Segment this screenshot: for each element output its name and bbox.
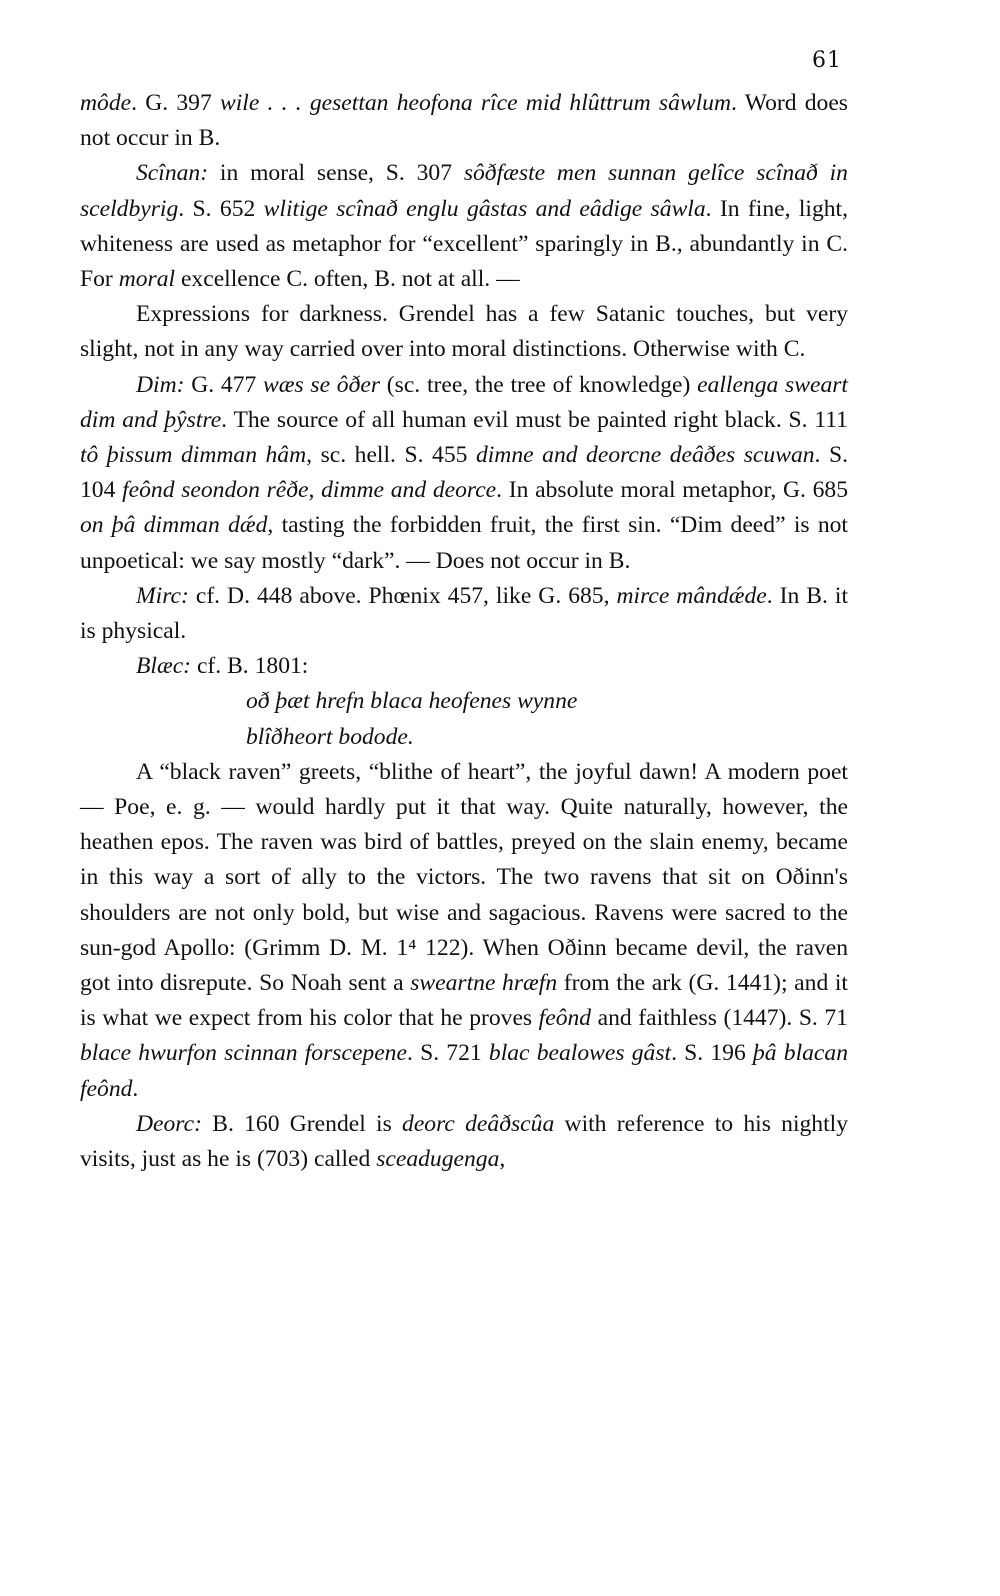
italic-citation: feônd seondon rêðe, dimme and deorce	[122, 477, 497, 504]
text-run: from the ark (G. 1441); and it is what we expect from his color that he proves	[80, 970, 848, 1032]
text-run: . S. 652	[178, 195, 264, 222]
paragraph-p3	[80, 368, 848, 579]
italic-citation: Dim:	[136, 371, 185, 398]
text-run: . S. 196	[671, 1040, 753, 1067]
paragraph-p1	[80, 156, 848, 297]
italic-citation: sceadugenga	[376, 1146, 500, 1173]
italic-citation: wæs se ôðer	[263, 371, 381, 398]
text-run: Expressions for darkness. Grendel has a few Satanic touches, but very slight, not in any way carried over into moral distinctions. Otherwise with C.	[80, 301, 848, 363]
italic-citation: sôðfæste men sunnan gelîce scînað in sceldbyrig	[80, 160, 848, 222]
text-run: , tasting the forbidden fruit, the first sin. “Dim deed” is not unpoetical: we say mostly “dark”. — Does not occur in B.	[80, 512, 848, 574]
text-run: ,	[499, 1146, 506, 1173]
italic-citation: tô þissum dimman hâm	[80, 442, 307, 469]
body-text	[80, 86, 848, 1177]
text-run: A “black raven” greets, “blithe of heart”, the joyful dawn! A modern poet — Poe, e. g. — would hardly put it that way. Quite naturally, however, the heathen epos. The raven was bird of battles, preyed on the slain enemy, became in this way a sort of ally to the victors. The two ravens that sit on Oðinn's shoulders are not only bold, but wise and sagacious. Ravens were sacred to the sun-god Apollo: (Grimm D. M. 1⁴ 122). When Oðinn became devil, the raven got into disrepute. So Noah sent a	[80, 758, 848, 997]
italic-citation: wile . . . gesettan heofona rîce mid hlûttrum sâwlum	[219, 90, 732, 116]
text-run: (sc. tree, the tree of knowledge)	[380, 371, 698, 398]
paragraph-p0	[80, 86, 848, 156]
text-run: . In B. it is physical.	[80, 582, 848, 645]
italic-citation: þâ blacan feônd	[80, 1040, 848, 1102]
text-run: , sc. hell. S. 455	[306, 442, 476, 469]
text-run: . Word does not occur in B.	[80, 90, 848, 152]
italic-citation: eallenga sweart dim and þŷstre	[80, 371, 848, 433]
italic-citation: Scînan:	[136, 160, 209, 187]
text-run: . In absolute moral metaphor, G. 685	[496, 477, 849, 504]
text-run: cf. B. 1801:	[191, 653, 309, 680]
paragraph-p4	[80, 579, 848, 649]
quote-line: blîðheort bodode.	[246, 723, 414, 750]
text-run: excellence C. often, B. not at all. —	[175, 266, 520, 293]
italic-citation: Mirc:	[136, 582, 189, 609]
quote-line: oð þæt hrefn blaca heofenes wynne	[246, 688, 578, 715]
text-run: . S. 721	[406, 1040, 489, 1067]
paragraphs-before-quote	[80, 86, 848, 684]
text-run: .	[132, 1075, 139, 1102]
paragraph-p2	[80, 297, 848, 367]
italic-citation: feônd	[538, 1005, 592, 1032]
text-run: B. 160 Grendel is	[201, 1110, 403, 1137]
text-run: cf. D. 448 above. Phœnix 457, like G. 685,	[188, 582, 617, 609]
page-number: 61	[812, 48, 842, 73]
text-run: and faithless (1447). S. 71	[591, 1005, 848, 1032]
text-run: . S. 104	[80, 442, 848, 504]
text-run: . G. 397	[131, 90, 220, 116]
italic-citation: sweartne hræfn	[410, 970, 558, 997]
italic-citation: wlitige scînað englu gâstas and eâdige sâwla	[263, 195, 706, 222]
paragraph-p5	[80, 649, 848, 684]
text-run: . In fine, light, whiteness are used as metaphor for “excellent” sparingly in B., abundantly in C. For	[80, 195, 849, 293]
block-quote	[80, 684, 848, 754]
italic-citation: blac bealowes gâst	[488, 1040, 672, 1067]
text-run: with reference to his nightly visits, just as he is (703) called	[80, 1110, 849, 1173]
italic-citation: môde	[80, 90, 132, 116]
italic-citation: mirce mândǽde	[616, 582, 767, 609]
italic-citation: on þâ dimman dǽd	[80, 512, 268, 539]
text-run: in moral sense, S. 307	[208, 160, 464, 187]
italic-citation: dimne and deorcne deâðes scuwan	[475, 442, 815, 469]
italic-citation: Blæc:	[136, 653, 192, 680]
italic-citation: blace hwurfon scinnan forscepene	[80, 1040, 407, 1067]
italic-citation: moral	[118, 266, 176, 293]
paragraphs-after-quote	[80, 755, 848, 1177]
paragraph-p7	[80, 1107, 848, 1177]
text-run: G. 477	[184, 371, 264, 398]
italic-citation: deorc deâðscûa	[402, 1110, 555, 1137]
italic-citation: Deorc:	[136, 1110, 202, 1137]
text-run: . The source of all human evil must be painted right black. S. 111	[221, 406, 848, 433]
paragraph-p6	[80, 755, 848, 1107]
